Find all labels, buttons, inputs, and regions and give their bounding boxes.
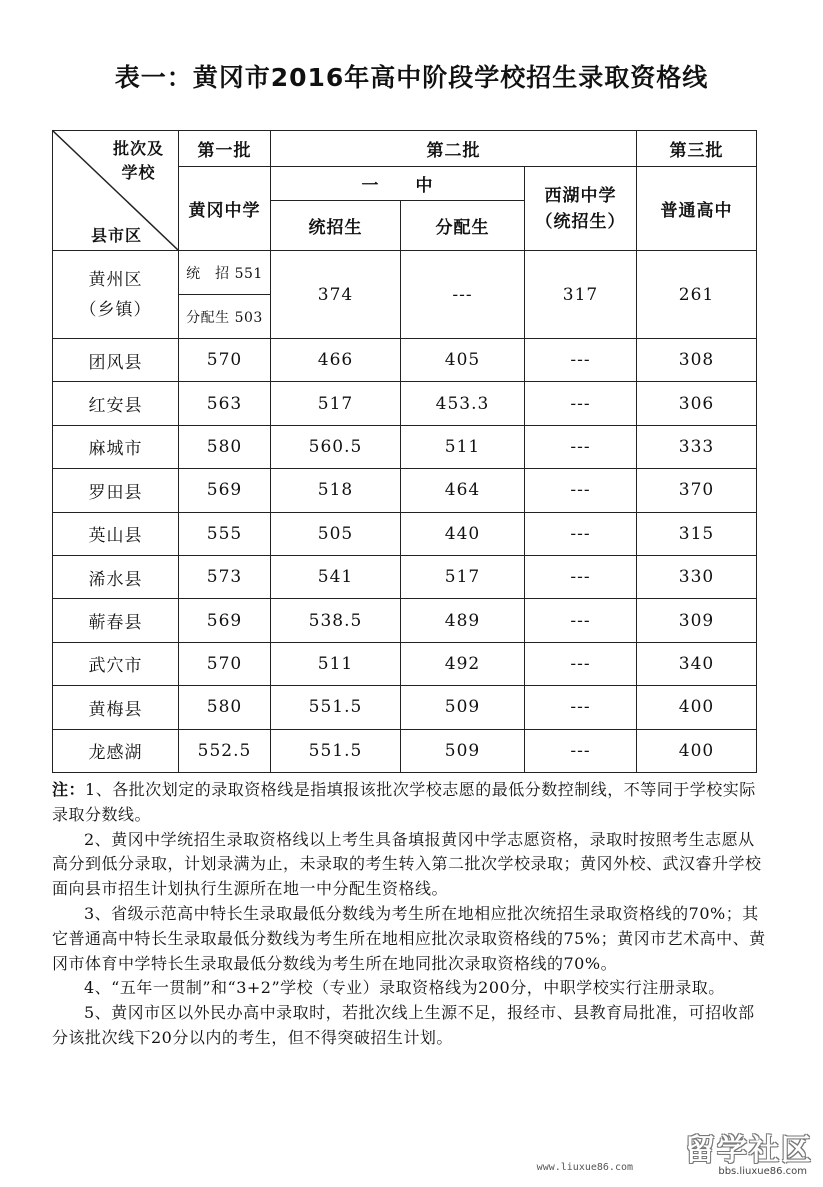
header-batch-1: 第一批 (179, 131, 271, 167)
district-cell: 蕲春县 (53, 599, 179, 642)
notes-label: 注： (52, 780, 86, 799)
cell-tongzhao: 517 (271, 382, 401, 425)
watermark (643, 1125, 813, 1177)
watermark-logo: 留学社区 (685, 1133, 813, 1168)
cell-xihu: 317 (525, 251, 637, 339)
cell-fenpei: 464 (401, 469, 525, 512)
cell-fenpei: 453.3 (401, 382, 525, 425)
cell-huanggang: 580 (179, 686, 271, 729)
cell-putong: 330 (637, 555, 757, 598)
cell-yizhong-fenpei: --- (401, 251, 525, 339)
cell-xihu: --- (525, 425, 637, 468)
page-title: 表一：黄冈市2016年高中阶段学校招生录取资格线 (114, 63, 709, 92)
cell-tongzhao: 551.5 (271, 686, 401, 729)
district-cell: 罗田县 (53, 469, 179, 512)
cell-putong: 308 (637, 339, 757, 382)
cell-xihu: --- (525, 382, 637, 425)
cell-putong: 370 (637, 469, 757, 512)
cell-xihu: --- (525, 469, 637, 512)
cell-xihu: --- (525, 729, 637, 772)
district-cell: 浠水县 (53, 555, 179, 598)
district-cell: 龙感湖 (53, 729, 179, 772)
district-cell: 英山县 (53, 512, 179, 555)
cell-huanggang: 580 (179, 425, 271, 468)
cell-yizhong-tongzhao: 374 (271, 251, 401, 339)
cell-huanggang: 552.5 (179, 729, 271, 772)
cell-fenpei: 517 (401, 555, 525, 598)
cell-fenpei: 492 (401, 642, 525, 685)
note-4: 4、“五年一贯制”和“3+2”学校（专业）录取资格线为200分，中职学校实行注册录取。 (84, 978, 725, 998)
district-cell: 黄梅县 (53, 686, 179, 729)
cell-xihu: --- (525, 686, 637, 729)
cell-fenpei: 489 (401, 599, 525, 642)
cell-putong: 400 (637, 686, 757, 729)
note-3: 3、省级示范高中特长生录取最低分数线为考生所在地相应批次统招生录取资格线的70%；其它普通高中特长生录取最低分数线为考生所在地相应批次录取资格线的75%；黄冈市艺术高中、黄冈市体育中学特长生录取最低分数线为考生所在地同批次录取资格线的70%。 (52, 903, 766, 973)
table-row (53, 512, 757, 555)
cell-putong: 340 (637, 642, 757, 685)
header-row-batches (53, 131, 757, 167)
cell-putong: 309 (637, 599, 757, 642)
note-2: 2、黄冈中学统招生录取资格线以上考生具备填报黄冈中学志愿资格，录取时按照考生志愿从高分到低分录取，计划录满为止，未录取的考生转入第二批次学校录取；黄冈外校、武汉睿升学校面向县市招生计划执行生源所在地一中分配生资格线。 (52, 829, 762, 899)
cell-huanggang: 555 (179, 512, 271, 555)
cell-putong: 306 (637, 382, 757, 425)
cell-xihu: --- (525, 599, 637, 642)
table-row (53, 469, 757, 512)
cell-tongzhao: 511 (271, 642, 401, 685)
header-fenpei: 分配生 (401, 201, 525, 251)
cell-huanggang-tongzhao: 统 招 551 (179, 251, 271, 295)
cell-huanggang: 573 (179, 555, 271, 598)
table-row (53, 686, 757, 729)
cell-putong: 333 (637, 425, 757, 468)
diagonal-header-cell (53, 131, 179, 251)
admission-score-table (52, 130, 757, 773)
watermark-url-faint: www.liuxue86.com (536, 1162, 633, 1173)
note-1-text: 1、各批次划定的录取资格线是指填报该批次学校志愿的最低分数控制线，不等同于学校实际录取分数线。 (52, 780, 756, 824)
cell-tongzhao: 541 (271, 555, 401, 598)
cell-huanggang: 569 (179, 469, 271, 512)
district-cell: 团风县 (53, 339, 179, 382)
table-row-huangzhou (53, 251, 757, 295)
cell-huanggang: 570 (179, 339, 271, 382)
cell-tongzhao: 560.5 (271, 425, 401, 468)
table-row (53, 382, 757, 425)
district-cell: 麻城市 (53, 425, 179, 468)
cell-fenpei: 405 (401, 339, 525, 382)
header-tongzhao: 统招生 (271, 201, 401, 251)
header-batch-2: 第二批 (271, 131, 637, 167)
cell-putong: 315 (637, 512, 757, 555)
diagonal-header-top (113, 137, 164, 185)
cell-fenpei: 440 (401, 512, 525, 555)
cell-xihu: --- (525, 555, 637, 598)
diag-label-district: 县市区 (91, 226, 143, 245)
cell-xihu: --- (525, 339, 637, 382)
table-row (53, 425, 757, 468)
cell-fenpei: 509 (401, 686, 525, 729)
cell-huanggang: 570 (179, 642, 271, 685)
table-row (53, 339, 757, 382)
cell-putong: 261 (637, 251, 757, 339)
district-cell: 武穴市 (53, 642, 179, 685)
header-batch-3: 第三批 (637, 131, 757, 167)
cell-tongzhao: 505 (271, 512, 401, 555)
note-1 (52, 778, 768, 828)
district-cell: 红安县 (53, 382, 179, 425)
cell-huanggang: 569 (179, 599, 271, 642)
table-row (53, 729, 757, 772)
cell-putong: 400 (637, 729, 757, 772)
cell-huanggang-fenpei: 分配生 503 (179, 295, 271, 339)
header-school-huanggang: 黄冈中学 (179, 167, 271, 251)
table-row (53, 599, 757, 642)
table-row (53, 642, 757, 685)
watermark-url: bbs.liuxue86.com (718, 1166, 807, 1177)
cell-tongzhao: 538.5 (271, 599, 401, 642)
cell-xihu: --- (525, 512, 637, 555)
district-name: 黄州区 (88, 269, 143, 290)
cell-tongzhao: 551.5 (271, 729, 401, 772)
diag-label-batch: 批次及 (112, 139, 164, 158)
diag-label-school: 学校 (121, 163, 156, 182)
table-row (53, 555, 757, 598)
header-school-xihu: 西湖中学 （统招生） (525, 167, 637, 251)
cell-fenpei: 511 (401, 425, 525, 468)
cell-tongzhao: 466 (271, 339, 401, 382)
notes-section (52, 778, 768, 1051)
cell-tongzhao: 518 (271, 469, 401, 512)
district-subname: （乡镇） (79, 299, 152, 320)
cell-xihu: --- (525, 642, 637, 685)
district-cell (53, 251, 179, 339)
cell-fenpei: 509 (401, 729, 525, 772)
cell-huanggang: 563 (179, 382, 271, 425)
header-school-putong: 普通高中 (637, 167, 757, 251)
header-school-yizhong: 一 中 (271, 167, 525, 201)
note-5: 5、黄冈市区以外民办高中录取时，若批次线上生源不足，报经市、县教育局批准，可招收部分该批次线下20分以内的考生，但不得突破招生计划。 (52, 1003, 755, 1047)
